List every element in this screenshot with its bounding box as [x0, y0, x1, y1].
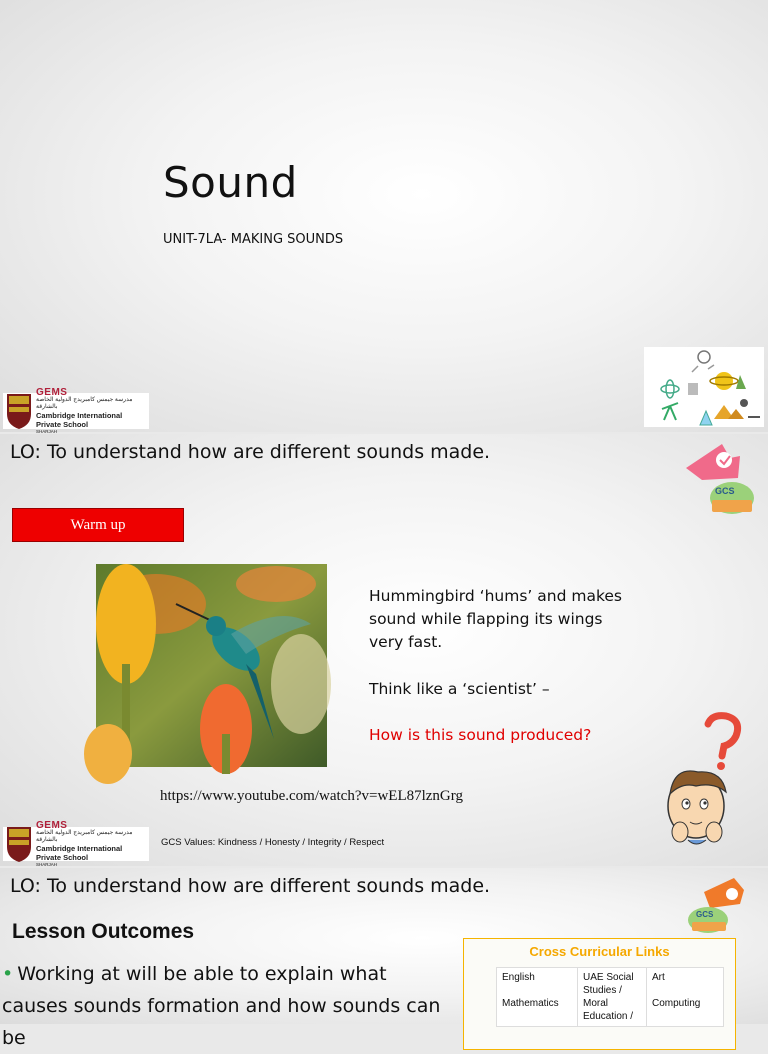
logo-arabic: مدرسة جيمس كامبريدج الدولية الخاصة بالشارقة [36, 396, 133, 410]
logo-arabic: مدرسة جيمس كامبريدج الدولية الخاصة بالشارقة [36, 829, 133, 843]
think-text: Think like a ‘scientist’ – [369, 680, 550, 698]
cross-curricular-title: Cross Curricular Links [529, 944, 670, 959]
question-text: How is this sound produced? [369, 726, 592, 744]
thinking-boy-icon [664, 714, 744, 848]
hummingbird-image [96, 564, 327, 767]
warm-up-label: Warm up [12, 508, 184, 542]
title-slide [0, 0, 768, 432]
learning-objective: LO: To understand how are different sounds made. [10, 441, 491, 463]
gcs-values-text: GCS Values: Kindness / Honesty / Integrity / Respect [161, 837, 385, 848]
lesson-outcomes-slide [0, 868, 768, 1049]
school-logo-2 [3, 819, 149, 867]
youtube-link[interactable]: https://www.youtube.com/watch?v=wEL87lznGrg [160, 788, 463, 804]
slide-subtitle: UNIT-7LA- MAKING SOUNDS [163, 232, 344, 247]
bullet-dot-icon: • [2, 963, 14, 985]
cross-curricular-table [496, 967, 724, 1027]
hummingbird-photo [96, 564, 327, 767]
logo-school: Cambridge International Private School [36, 843, 123, 862]
outcome-bullet [2, 958, 442, 1054]
cross-curricular-box [463, 938, 736, 1050]
badge-text-2: GCS [696, 910, 714, 919]
cc-cell-2: UAE Social Studies / Moral Education / [578, 968, 647, 1027]
shield-icon [6, 825, 32, 863]
lesson-outcomes-heading: Lesson Outcomes [12, 920, 195, 943]
gcs-badge-icon [682, 438, 758, 520]
cc-cell-3: Art Computing [647, 968, 724, 1027]
logo-brand: GEMS [36, 819, 68, 831]
logo-city: SHARJAH [36, 861, 58, 867]
warmup-slide [0, 434, 768, 866]
logo-school: Cambridge International Private School [36, 410, 123, 429]
logo-brand: GEMS [36, 386, 68, 398]
learning-objective-2: LO: To understand how are different sounds made. [10, 875, 491, 897]
logo-city: SHARJAH [36, 428, 58, 434]
outcome-text: Working at will be able to explain what causes sounds formation and how sounds can be [2, 963, 441, 1049]
science-doodles-icon [644, 347, 764, 427]
badge-text: GCS [715, 486, 735, 496]
cc-cell-1: English Mathematics [497, 968, 578, 1027]
school-logo [3, 386, 149, 434]
hummingbird-text: Hummingbird ‘hums’ and makes sound while flapping its wings very fast. [369, 587, 622, 651]
slide-title: Sound [163, 158, 298, 207]
shield-icon [6, 392, 32, 430]
gcs-badge-icon-2 [684, 874, 754, 936]
